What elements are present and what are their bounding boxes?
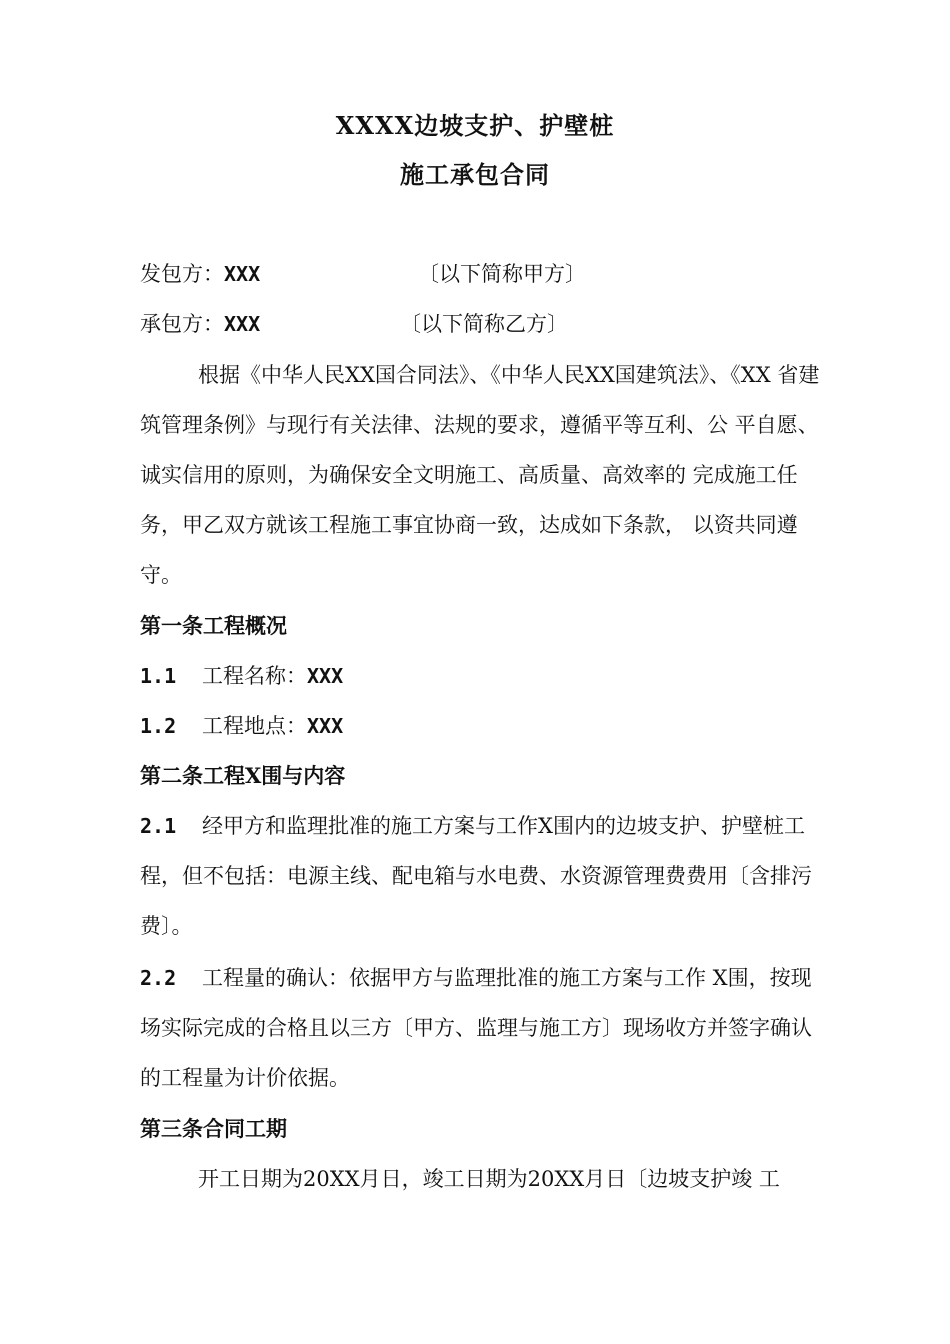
contractor-value: XXX: [224, 312, 261, 336]
article-3-heading: 第三条合同工期: [140, 1116, 287, 1141]
clause-number: 1.1: [140, 664, 177, 688]
clause-value: XXX: [307, 714, 344, 738]
employer-note: 〔以下简称甲方〕: [418, 262, 586, 286]
document-subtitle: 施工承包合同: [400, 160, 550, 189]
clause-number: 2.2: [140, 966, 177, 990]
clause-1-1: [140, 661, 343, 691]
clause-2-1: [140, 801, 830, 951]
document-title: XXXX边坡支护、护壁桩: [335, 111, 615, 140]
article-3-paragraph: 开工日期为20XX月日，竣工日期为20XX月日〔边坡支护竣 工: [198, 1167, 780, 1191]
employer-value: XXX: [224, 262, 261, 286]
employer-line: [140, 259, 260, 289]
clause-2-2: [140, 953, 830, 1103]
clause-number: 2.1: [140, 814, 177, 838]
article-2-heading: 第二条工程X围与内容: [140, 763, 346, 788]
clause-1-2: [140, 711, 343, 741]
clause-text: 经甲方和监理批准的施工方案与工作X围内的边坡支护、护壁桩工程，但不包括：电源主线、配电箱与水电费、水资源管理费费用〔含排污费〕。: [140, 814, 812, 938]
article-1-heading: 第一条工程概况: [140, 613, 287, 638]
clause-value: XXX: [307, 664, 344, 688]
contractor-note: 〔以下简称乙方〕: [400, 312, 568, 336]
contractor-line: [140, 309, 260, 339]
employer-label: 发包方：: [140, 262, 224, 286]
clause-label: 工程名称：: [202, 664, 307, 688]
preamble-paragraph: 根据《中华人民XX国合同法》、《中华人民XX国建筑法》、《XX 省建筑管理条例》与现行有关法律、法规的要求，遵循平等互利、公 平自愿、诚实信用的原则，为确保安全文明施工、高质量、高效率的 完成施工任务，甲乙双方就该工程施工事宜协商一致，达成如下条款， 以资共同遵守。: [140, 363, 820, 587]
clause-text: 工程量的确认：依据甲方与监理批准的施工方案与工作 X围，按现场实际完成的合格且以三方〔甲方、监理与施工方〕现场收方并签字确认的工程量为计价依据。: [140, 966, 812, 1090]
clause-number: 1.2: [140, 714, 177, 738]
contractor-label: 承包方：: [140, 312, 224, 336]
clause-label: 工程地点：: [202, 714, 307, 738]
